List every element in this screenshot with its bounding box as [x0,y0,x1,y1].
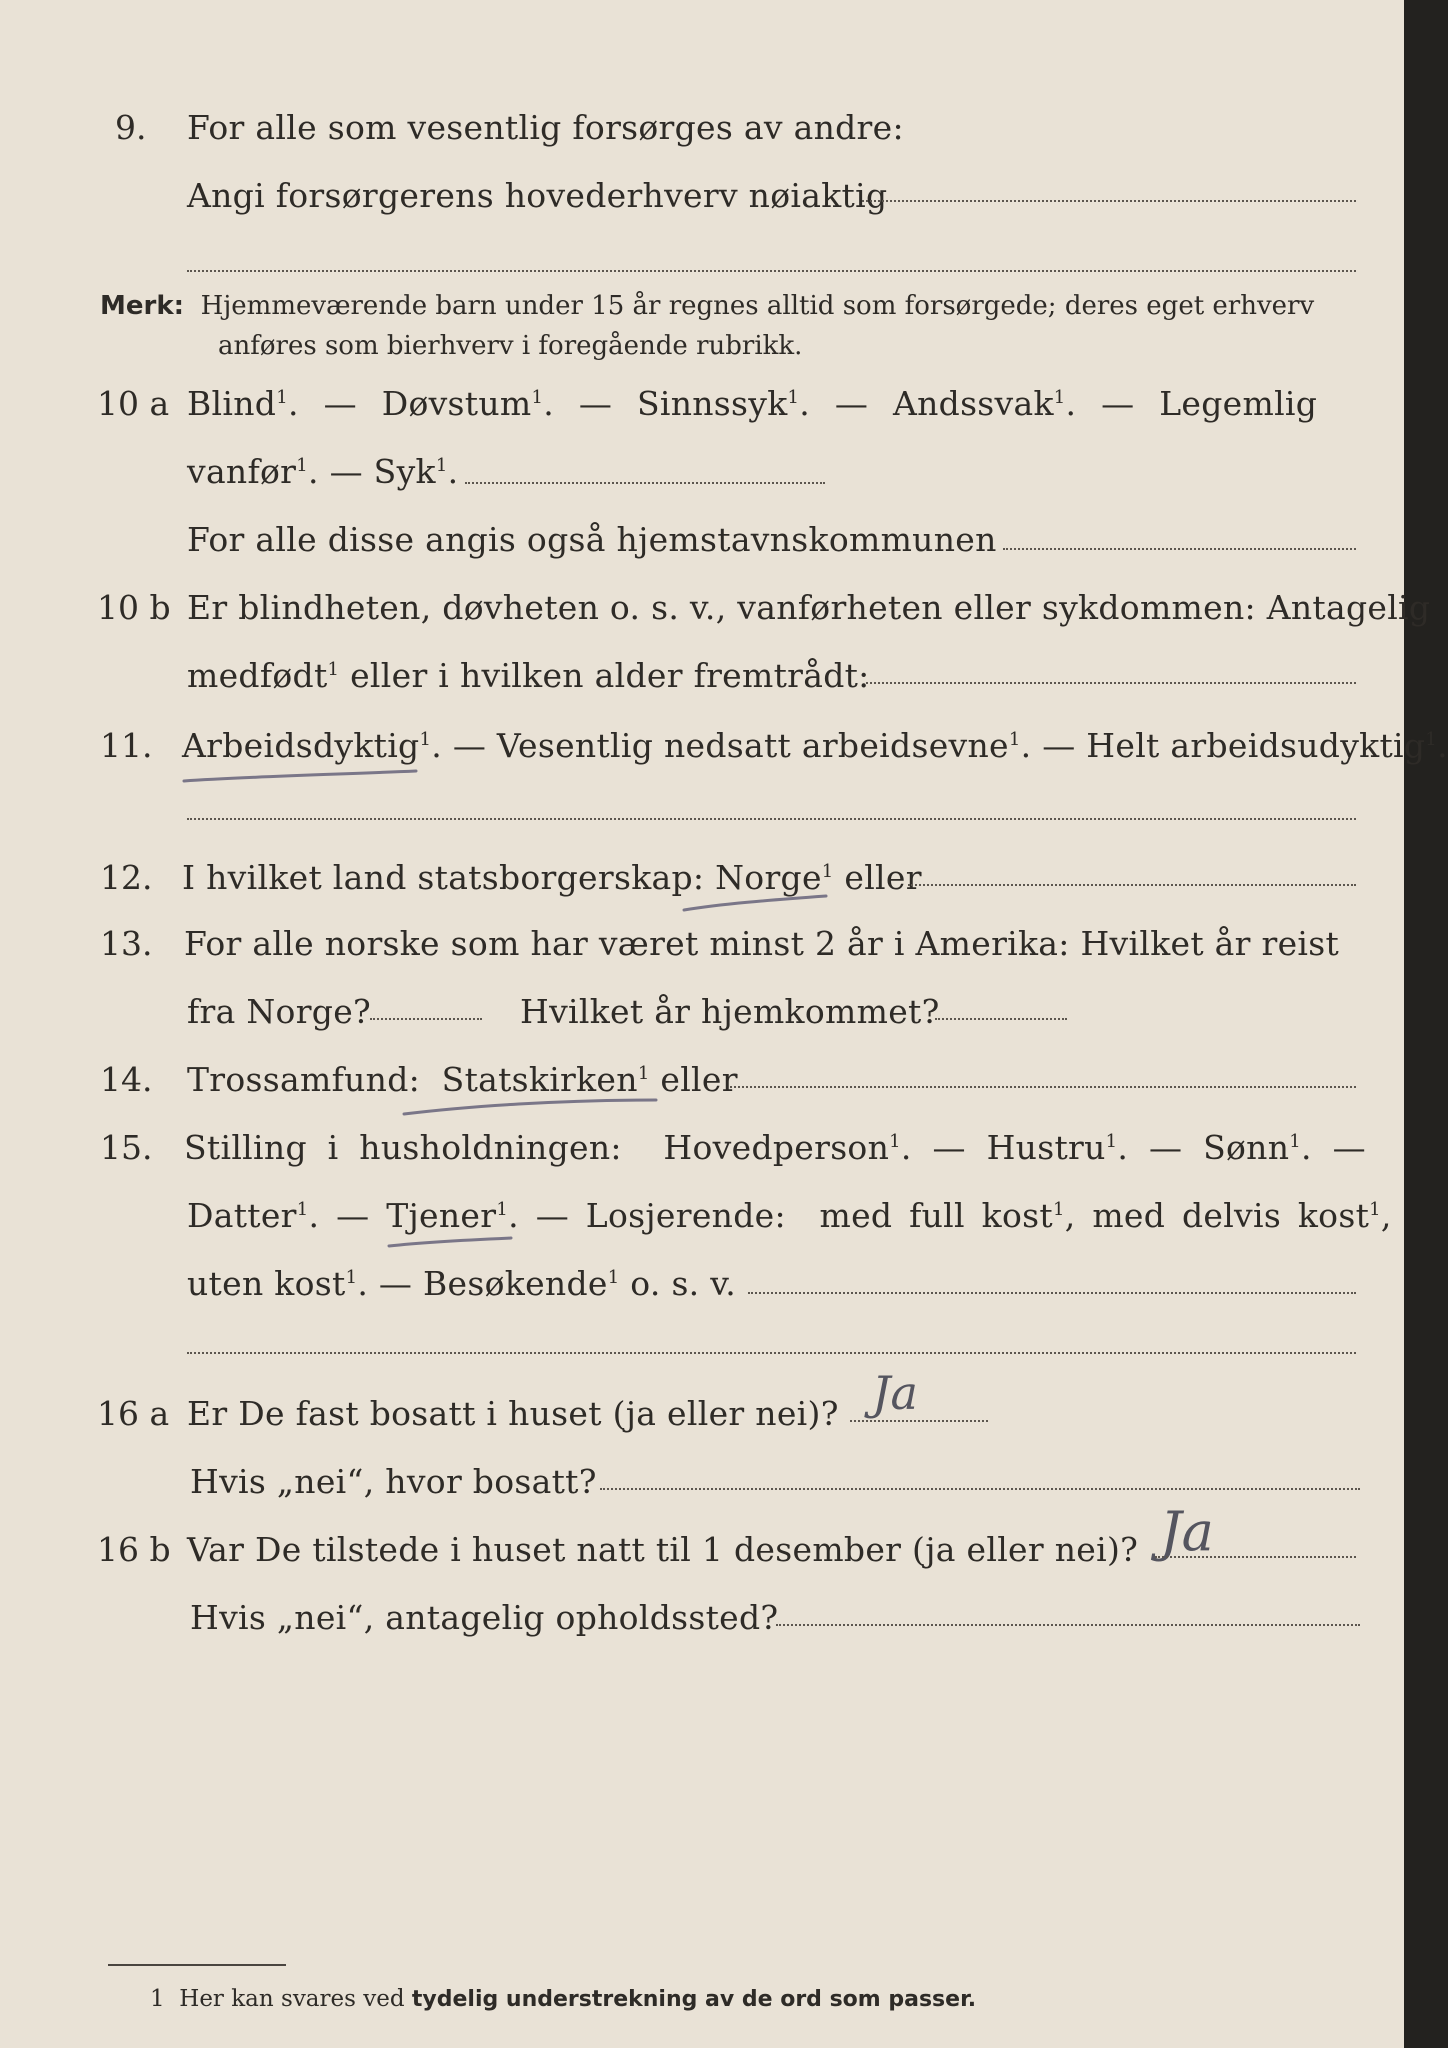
q16b-answer-field[interactable] [1155,1556,1356,1558]
footnote-ref: 1 [296,1199,309,1220]
footnote-marker: 1 [150,1986,165,2012]
option-nedsatt[interactable]: Vesentlig nedsatt arbeidsevne [496,726,1009,765]
q12-answer-field[interactable] [908,884,1356,886]
footnote-ref: 1 [1053,387,1066,408]
footnote-ref: 1 [419,729,432,750]
footnote [150,1986,976,2012]
q15-losj: Losjerende: [585,1196,786,1235]
footnote-ref: 1 [276,387,289,408]
q13-hjemkommet-field[interactable] [935,1018,1067,1020]
handwritten-underline-arbeidsdyktig [180,765,420,789]
footnote-ref: 1 [1008,729,1021,750]
q12-text: I hvilket land statsborgerskap: [182,858,705,897]
option-medfodt[interactable]: medfødt [187,656,328,695]
q10b-line1: Er blindheten, døvheten o. s. v., vanførheten eller sykdommen: Antagelig [187,588,1431,627]
merk-line2: anføres som bierhverv i foregående rubrikk. [218,331,803,361]
option-sonn[interactable]: Sønn [1203,1128,1290,1167]
footnote-ref: 1 [637,1063,650,1084]
option-dovstum[interactable]: Døvstum [381,384,532,423]
q14-answer-field[interactable] [730,1086,1356,1088]
option-andssvak[interactable]: Andssvak [892,384,1054,423]
footnote-ref: 1 [327,659,340,680]
q10a-line3: For alle disse angis også hjemstavnskommunen [187,520,997,559]
merk-label: Merk: [100,291,185,321]
q16b-number: 16 b [97,1530,171,1569]
q15-osv: o. s. v. [630,1264,737,1303]
merk-note [100,286,1314,326]
q9-line2: Angi forsørgerens hovederhverv nøiaktig [187,176,888,215]
q9-line1: For alle som vesentlig forsørges av andre: [187,108,904,147]
q10a-line1: Blind$^1$. — Døvstum$^1$. — Sinnssyk$^1$. — Andssvak$^1$. — Legemlig [187,384,1318,423]
option-uten-kost[interactable]: uten kost [187,1264,346,1303]
footnote-ref: 1 [1052,1199,1065,1220]
q10a-line2: vanfør$^1$. — Syk$^1$. [187,452,459,491]
q15-lead: Stilling i husholdningen: [184,1128,622,1167]
q15-answer-field[interactable] [748,1292,1356,1294]
footnote-ref: 1 [1369,1199,1381,1220]
q9-answer-field-2[interactable] [187,270,1356,272]
option-tjener[interactable]: Tjener [386,1196,497,1235]
q10b-line2 [187,656,870,695]
q15-number: 15. [100,1128,153,1167]
q13-number: 13. [100,924,153,963]
option-statskirken[interactable]: Statskirken [441,1060,638,1099]
option-datter[interactable]: Datter [187,1196,297,1235]
footnote-ref: 1 [435,455,448,476]
footnote-ref: 1 [1425,729,1438,750]
option-blind[interactable]: Blind [187,384,277,423]
q13-line1: For alle norske som har været minst 2 år i Amerika: Hvilket år reist [184,924,1340,963]
q13-hjem: Hvilket år hjemkommet? [520,992,940,1031]
option-hustru[interactable]: Hustru [986,1128,1106,1167]
q16b-handwritten-answer[interactable]: Ja [1160,1500,1214,1563]
handwritten-underline-norge [680,892,830,916]
q16a-number: 16 a [97,1394,170,1433]
q9-answer-field[interactable] [862,200,1356,202]
q16a-line2: Hvis „nei“, hvor bosatt? [190,1462,597,1501]
q12-eller: eller [844,858,922,897]
footnote-ref: 1 [889,1131,901,1152]
q12-number: 12. [100,858,153,897]
q16a-bosatt-field[interactable] [600,1488,1360,1490]
footnote-ref: 1 [787,387,800,408]
option-udyktig[interactable]: Helt arbeidsudyktig [1086,726,1426,765]
q9-number: 9. [115,108,147,147]
q16b-line2: Hvis „nei“, antagelig opholdssted? [190,1598,779,1637]
footnote-rule [108,1964,286,1966]
q16a-answer-field[interactable] [850,1420,988,1422]
footnote-text: Her kan svares ved [179,1986,405,2012]
footnote-ref: 1 [496,1199,509,1220]
q16b-line1: Var De tilstede i huset natt til 1 desember (ja eller nei)? [187,1530,1139,1569]
q16a-handwritten-answer[interactable]: Ja [872,1366,918,1420]
q13-fra: fra Norge? [187,992,372,1031]
handwritten-underline-tjener [385,1232,515,1252]
footnote-ref: 1 [345,1267,358,1288]
merk-line1: Hjemmeværende barn under 15 år regnes alltid som forsørgede; deres eget erhverv [200,291,1315,321]
option-sinnssyk[interactable]: Sinnssyk [636,384,788,423]
q10a-number: 10 a [97,384,170,423]
q10a-hjemstavn-field[interactable] [1003,548,1356,550]
option-delvis-kost[interactable]: med delvis kost [1092,1196,1370,1235]
option-besokende[interactable]: Besøkende [423,1264,608,1303]
option-syk[interactable]: Syk [373,452,436,491]
q10b-line2-rest: eller i hvilken alder fremtrådt: [350,656,870,695]
handwritten-underline-statskirken [400,1094,660,1120]
footnote-ref: 1 [531,387,544,408]
q15-line2: Datter$^1$. — Tjener$^1$. — Losjerende: med full kost$^1$, med delvis kost$^1$, [187,1196,1392,1235]
footnote-ref: 1 [1105,1131,1118,1152]
q11-line: Arbeidsdyktig$^1$. — Vesentlig nedsatt arbeidsevne$^1$. — Helt arbeidsudyktig$^1$. [182,726,1448,765]
q16a-line1: Er De fast bosatt i huset (ja eller nei)? [187,1394,839,1433]
q14-eller: eller [660,1060,738,1099]
option-hovedperson[interactable]: Hovedperson [663,1128,890,1167]
q16b-opholdssted-field[interactable] [776,1624,1360,1626]
q14-text: Trossamfund: [187,1060,421,1099]
q10a-answer-field[interactable] [465,482,825,484]
option-norge[interactable]: Norge [715,858,822,897]
footnote-bold-text: tydelig understrekning av de ord som passer. [411,1987,977,2012]
q11-number: 11. [100,726,153,765]
q13-reist-field[interactable] [370,1018,482,1020]
footnote-ref: 1 [1289,1131,1302,1152]
option-legemlig[interactable]: Legemlig [1159,384,1318,423]
q14-number: 14. [100,1060,153,1099]
q10b-number: 10 b [97,588,171,627]
q11-answer-field[interactable] [187,818,1356,820]
q15-answer-field-2[interactable] [187,1352,1356,1354]
footnote-ref: 1 [821,861,834,882]
option-full-kost[interactable]: med full kost [819,1196,1053,1235]
q15-line3: uten kost$^1$. — Besøkende$^1$ o. s. v. [187,1264,737,1303]
option-vanfor[interactable]: vanfør [187,452,297,491]
option-arbeidsdyktig[interactable]: Arbeidsdyktig [182,726,420,765]
q10b-answer-field[interactable] [866,682,1356,684]
q15-line1: Stilling i husholdningen: Hovedperson$^1$. — Hustru$^1$. — Sønn$^1$. — [184,1128,1366,1167]
footnote-ref: 1 [607,1267,620,1288]
footnote-ref: 1 [296,455,308,476]
